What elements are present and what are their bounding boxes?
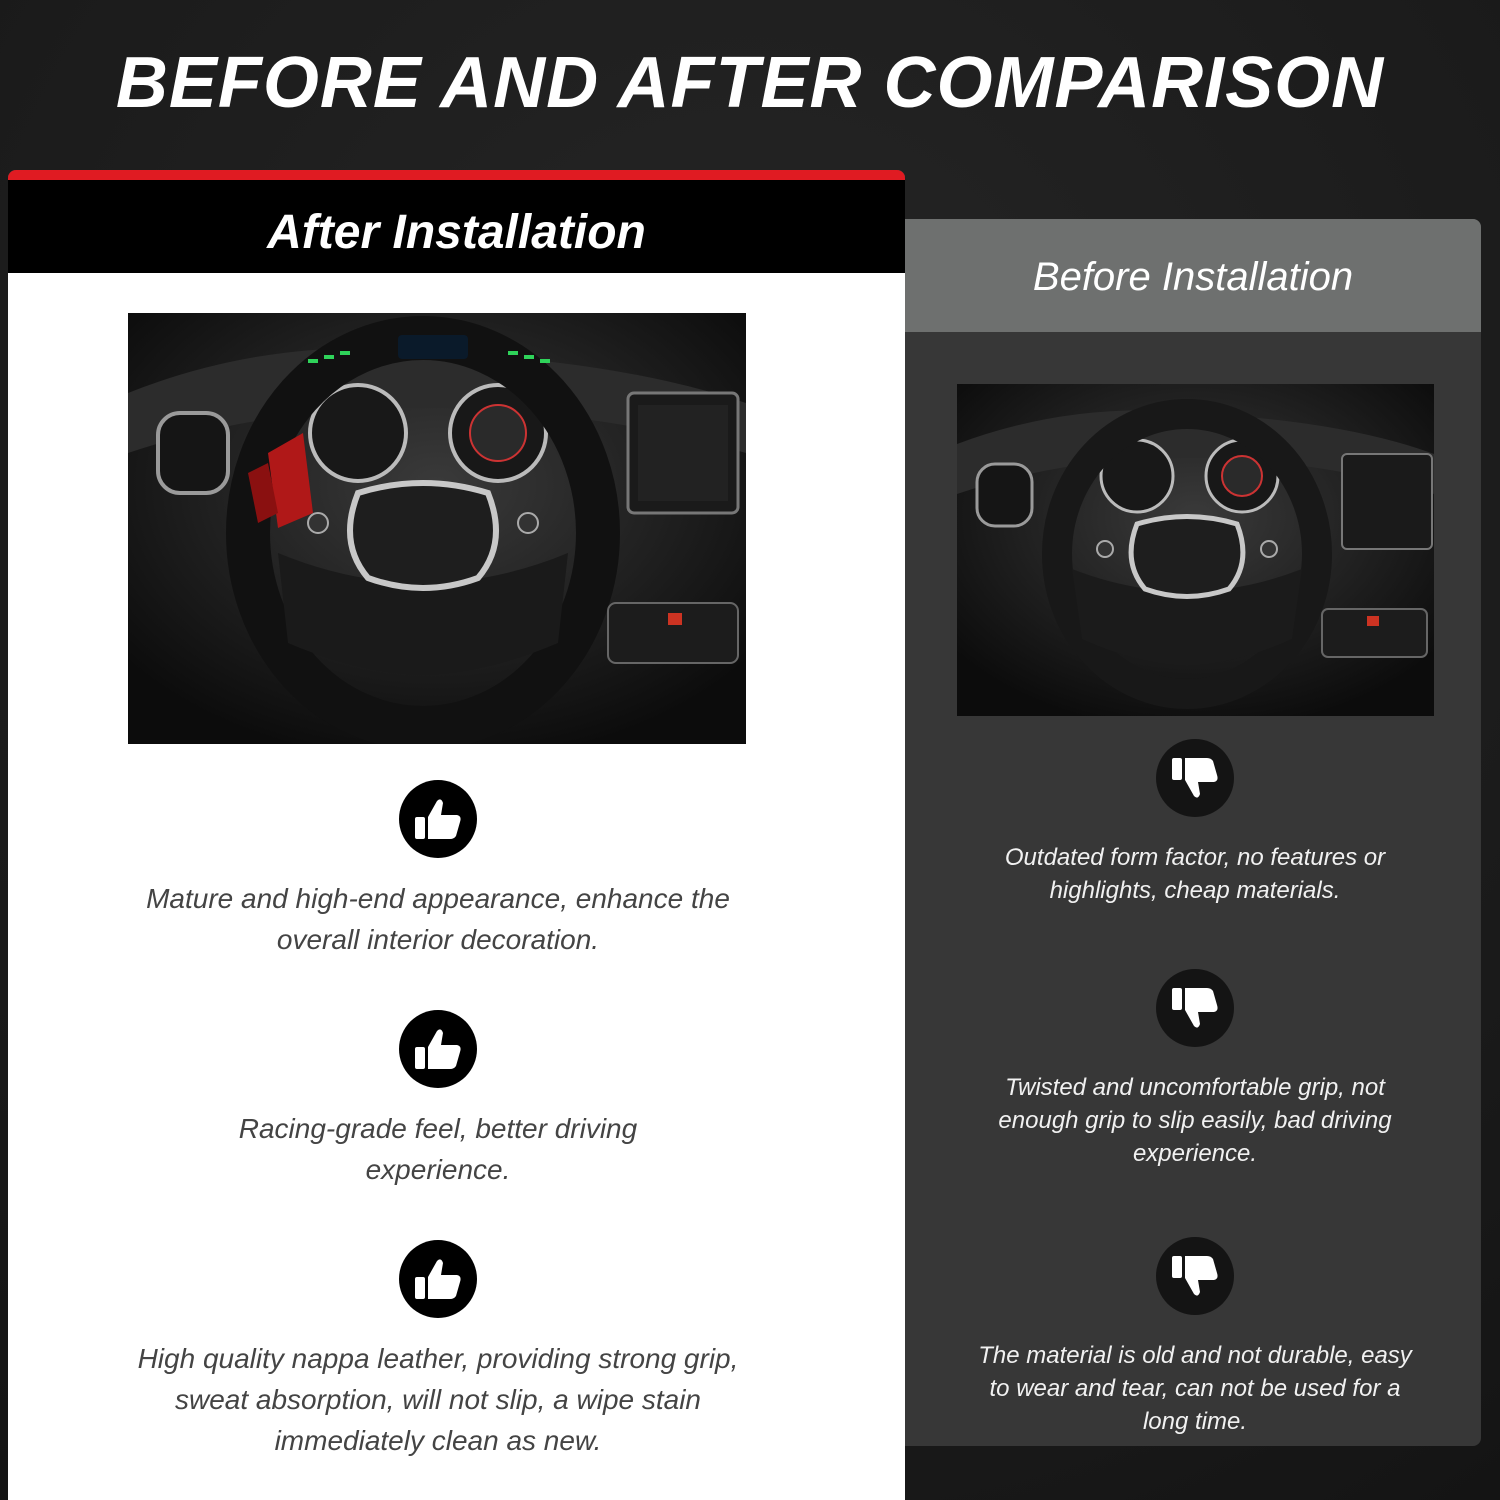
after-feature-3 xyxy=(108,1240,768,1461)
after-feature-1-text: Mature and high-end appearance, enhance the overall interior decoration. xyxy=(146,883,730,955)
thumbs-up-icon xyxy=(399,1010,477,1088)
after-steering-wheel-photo xyxy=(128,313,746,744)
before-heading: Before Installation xyxy=(1032,255,1354,299)
before-feature-3 xyxy=(975,1237,1415,1438)
thumbs-up-icon xyxy=(399,780,477,858)
thumbs-up-icon xyxy=(399,1240,477,1318)
after-heading: After Installation xyxy=(267,206,646,259)
after-feature-1 xyxy=(108,780,768,960)
after-feature-3-text: High quality nappa leather, providing strong grip, sweat absorption, will not slip, a wipe stain immediately clean as new. xyxy=(137,1343,739,1456)
before-feature-2 xyxy=(965,969,1425,1170)
before-feature-2-text: Twisted and uncomfortable grip, not enough grip to slip easily, bad driving experience. xyxy=(998,1074,1392,1167)
before-feature-1 xyxy=(965,739,1425,907)
after-installation-panel xyxy=(8,170,905,1500)
before-steering-wheel-photo xyxy=(957,384,1434,716)
before-installation-panel xyxy=(905,219,1481,1446)
after-panel-header xyxy=(8,170,905,273)
before-panel-header xyxy=(905,219,1481,332)
before-feature-3-text: The material is old and not durable, easy to wear and tear, can not be used for a long time. xyxy=(978,1342,1412,1435)
before-feature-1-text: Outdated form factor, no features or highlights, cheap materials. xyxy=(1004,844,1386,904)
page-title: BEFORE AND AFTER COMPARISON xyxy=(115,43,1385,123)
thumbs-down-icon xyxy=(1156,739,1234,817)
thumbs-down-icon xyxy=(1156,1237,1234,1315)
after-feature-2 xyxy=(238,1010,638,1190)
thumbs-down-icon xyxy=(1156,969,1234,1047)
after-feature-2-text: Racing-grade feel, better driving experience. xyxy=(238,1113,638,1185)
